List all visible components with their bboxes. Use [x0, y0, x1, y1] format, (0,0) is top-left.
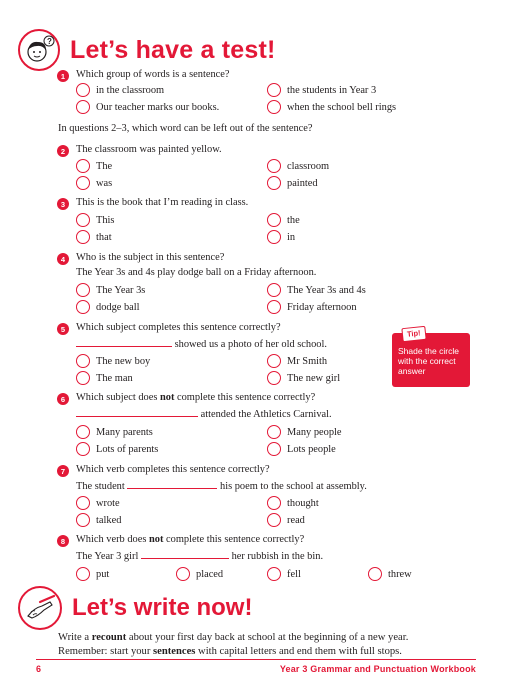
- answer-bubble[interactable]: [76, 442, 90, 456]
- answer-option[interactable]: fell: [267, 567, 301, 581]
- answer-option[interactable]: Many people: [267, 425, 342, 439]
- question-1-text: Which group of words is a sentence?: [76, 69, 230, 80]
- fill-in-blank: [141, 550, 229, 559]
- page-number: 6: [36, 664, 42, 674]
- writing-reminder: Remember: start your sentences with capital letters and end them with full stops.: [58, 646, 402, 657]
- question-4-text: Who is the subject in this sentence?: [76, 252, 225, 263]
- question-8-text: Which verb does not complete this sentence correctly?: [76, 534, 305, 545]
- answer-option[interactable]: was: [76, 176, 112, 190]
- answer-bubble[interactable]: [76, 230, 90, 244]
- answer-option[interactable]: Lots people: [267, 442, 336, 456]
- answer-bubble[interactable]: [267, 425, 281, 439]
- answer-option[interactable]: in: [267, 230, 295, 244]
- answer-bubble[interactable]: [267, 496, 281, 510]
- section-header-write: [18, 586, 252, 630]
- answer-option[interactable]: Many parents: [76, 425, 153, 439]
- question-8-sentence: The Year 3 girl her rubbish in the bin.: [76, 551, 324, 562]
- writing-prompt: Write a recount about your first day back at school at the beginning of a new year.: [58, 632, 409, 643]
- question-4-sentence: The Year 3s and 4s play dodge ball on a Friday afternoon.: [76, 267, 317, 278]
- question-number-5: 5: [57, 323, 69, 335]
- answer-option[interactable]: that: [76, 230, 112, 244]
- question-number-8: 8: [57, 535, 69, 547]
- answer-bubble[interactable]: [76, 513, 90, 527]
- answer-bubble[interactable]: [267, 83, 281, 97]
- answer-bubble[interactable]: [76, 100, 90, 114]
- answer-bubble[interactable]: [267, 371, 281, 385]
- girl-thinking-icon: [18, 29, 60, 71]
- answer-bubble[interactable]: [76, 425, 90, 439]
- answer-bubble[interactable]: [267, 513, 281, 527]
- answer-bubble[interactable]: [176, 567, 190, 581]
- fill-in-blank: [127, 480, 217, 489]
- answer-option[interactable]: Friday afternoon: [267, 300, 357, 314]
- answer-option[interactable]: The: [76, 159, 112, 173]
- question-number-3: 3: [57, 198, 69, 210]
- answer-bubble[interactable]: [76, 354, 90, 368]
- question-number-2: 2: [57, 145, 69, 157]
- answer-option[interactable]: Mr Smith: [267, 354, 327, 368]
- answer-bubble[interactable]: [76, 371, 90, 385]
- tip-box: [392, 328, 470, 387]
- answer-bubble[interactable]: [267, 567, 281, 581]
- book-title: Year 3 Grammar and Punctuation Workbook: [279, 664, 476, 674]
- answer-bubble[interactable]: [267, 176, 281, 190]
- answer-bubble[interactable]: [76, 176, 90, 190]
- answer-bubble[interactable]: [267, 230, 281, 244]
- answer-option[interactable]: in the classroom: [76, 83, 164, 97]
- answer-option[interactable]: when the school bell rings: [267, 100, 396, 114]
- question-2-text: The classroom was painted yellow.: [76, 144, 222, 155]
- answer-option[interactable]: dodge ball: [76, 300, 140, 314]
- writing-hand-icon: [18, 586, 62, 630]
- answer-option[interactable]: The new boy: [76, 354, 150, 368]
- answer-option[interactable]: classroom: [267, 159, 329, 173]
- answer-option[interactable]: painted: [267, 176, 318, 190]
- answer-bubble[interactable]: [267, 442, 281, 456]
- answer-option[interactable]: talked: [76, 513, 121, 527]
- answer-bubble[interactable]: [368, 567, 382, 581]
- answer-option[interactable]: Lots of parents: [76, 442, 158, 456]
- svg-text:?: ?: [47, 37, 52, 46]
- footer-divider: [36, 659, 476, 660]
- answer-bubble[interactable]: [76, 567, 90, 581]
- section-title: Let’s have a test!: [70, 35, 276, 64]
- answer-bubble[interactable]: [267, 213, 281, 227]
- answer-option[interactable]: put: [76, 567, 109, 581]
- answer-bubble[interactable]: [267, 300, 281, 314]
- answer-option[interactable]: wrote: [76, 496, 120, 510]
- question-7-sentence: The student his poem to the school at assembly.: [76, 481, 367, 492]
- question-number-7: 7: [57, 465, 69, 477]
- section-title: Let’s write now!: [72, 594, 253, 621]
- answer-bubble[interactable]: [76, 83, 90, 97]
- answer-bubble[interactable]: [267, 283, 281, 297]
- instructions-q2-3: In questions 2–3, which word can be left out of the sentence?: [58, 123, 313, 134]
- question-6-sentence: attended the Athletics Carnival.: [76, 408, 332, 422]
- fill-in-blank: [76, 338, 172, 347]
- answer-bubble[interactable]: [76, 496, 90, 510]
- answer-bubble[interactable]: [76, 283, 90, 297]
- answer-bubble[interactable]: [76, 300, 90, 314]
- answer-option[interactable]: The man: [76, 371, 133, 385]
- answer-option[interactable]: This: [76, 213, 114, 227]
- answer-option[interactable]: the students in Year 3: [267, 83, 376, 97]
- question-5-text: Which subject completes this sentence correctly?: [76, 322, 281, 333]
- answer-option[interactable]: read: [267, 513, 305, 527]
- answer-option[interactable]: thought: [267, 496, 319, 510]
- question-number-6: 6: [57, 393, 69, 405]
- tip-text: Shade the circle with the correct answer: [398, 346, 459, 376]
- question-6-text: Which subject does not complete this sentence correctly?: [76, 392, 316, 403]
- question-number-1: 1: [57, 70, 69, 82]
- answer-bubble[interactable]: [267, 354, 281, 368]
- section-header-test: [18, 30, 276, 70]
- answer-bubble[interactable]: [76, 159, 90, 173]
- answer-option[interactable]: Our teacher marks our books.: [76, 100, 219, 114]
- tip-tag: Tip!: [401, 326, 426, 342]
- answer-option[interactable]: the: [267, 213, 300, 227]
- answer-option[interactable]: The Year 3s: [76, 283, 145, 297]
- answer-option[interactable]: The new girl: [267, 371, 340, 385]
- question-5-sentence: showed us a photo of her old school.: [76, 338, 327, 352]
- answer-bubble[interactable]: [267, 159, 281, 173]
- answer-bubble[interactable]: [267, 100, 281, 114]
- fill-in-blank: [76, 408, 198, 417]
- answer-bubble[interactable]: [76, 213, 90, 227]
- question-number-4: 4: [57, 253, 69, 265]
- question-7-text: Which verb completes this sentence correctly?: [76, 464, 270, 475]
- question-3-text: This is the book that I’m reading in class.: [76, 197, 249, 208]
- answer-option[interactable]: placed: [176, 567, 223, 581]
- answer-option[interactable]: threw: [368, 567, 412, 581]
- answer-option[interactable]: The Year 3s and 4s: [267, 283, 366, 297]
